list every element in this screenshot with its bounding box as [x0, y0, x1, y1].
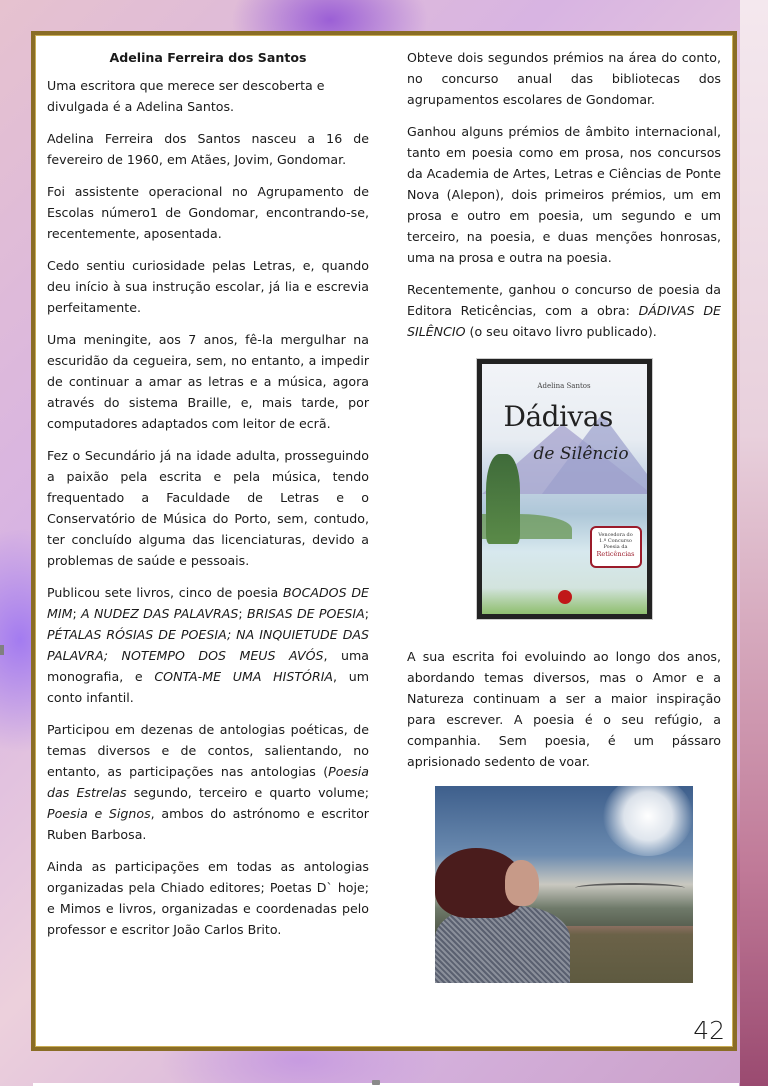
- text: , uma monografia, e: [47, 648, 369, 684]
- text: , ambos do astrónomo e escritor Ruben Barbosa.: [47, 806, 369, 842]
- text: (o seu oitavo livro publicado).: [465, 324, 657, 339]
- paragraph: Fez o Secundário já na idade adulta, prosseguindo a paixão pela escrita e pela música, tendo frequentado a Faculdade de Letras e o Conservatório de Música do Porto, sem, contudo, ter concluído alguma das licenciaturas, devido a problemas de saúde e pessoais.: [47, 448, 369, 568]
- text: segundo, terceiro e quarto volume;: [126, 785, 370, 800]
- book-cover-art: [482, 364, 647, 614]
- badge-line: 1.º Concurso: [599, 538, 632, 544]
- trees-illustration: [486, 454, 520, 544]
- badge-line: Vencedora do: [598, 532, 633, 538]
- badge-brand: Reticências: [596, 550, 635, 558]
- person-body: [435, 906, 570, 983]
- author-photo: [435, 786, 693, 983]
- anthology-title: Poesia e Signos: [47, 806, 151, 821]
- page-frame: [31, 31, 737, 1051]
- paragraph: Uma meningite, aos 7 anos, fê-la mergulhar na escuridão da cegueira, sem, no entanto, a impedir de continuar a amar as letras e a música, agora através do sistema Braille, e, mais tarde, por computadores adaptados com leitor de ecrã.: [47, 332, 369, 431]
- article-title: Adelina Ferreira dos Santos: [109, 50, 307, 65]
- paragraph: Cedo sentiu curiosidade pelas Letras, e, quando deu início à sua instrução escolar, já lia e escrevia perfeitamente.: [47, 258, 369, 315]
- right-column: [407, 47, 721, 983]
- badge-line: Poesia da: [603, 544, 628, 550]
- resize-handle-bottom[interactable]: [372, 1080, 380, 1085]
- text: , um conto infantil.: [47, 669, 369, 705]
- paragraph: Ainda as participações em todas as antologias organizadas pela Chiado editores; Poetas D` hoje; e Mimos e livros, organizadas e coordenadas pelo professor e escritor João Carlos Brito.: [47, 859, 369, 937]
- paragraph: Ganhou alguns prémios de âmbito internacional, tanto em poesia como em prosa, nos concursos da Academia de Artes, Letras e Ciências de Ponte Nova (Alepon), dois primeiros prémios, um em prosa e outro em poesia, um segundo e um terceiro, na poesia, e duas menções honrosas, uma na prosa e outra na poesia.: [407, 124, 721, 265]
- book-cover-image: [476, 358, 653, 620]
- paragraph: Foi assistente operacional no Agrupamento de Escolas número1 de Gondomar, encontrando-se, recentemente, aposentada.: [47, 184, 369, 241]
- closing-paragraph: A sua escrita foi evoluindo ao longo dos anos, abordando temas diversos, mas o Amor e a Natureza continuam a ser a maior inspiração para escrever. A poesia é o seu refúgio, a companhia. Sem poesia, é um pássaro aprisionado sedento de voar.: [407, 649, 721, 769]
- text: ;: [364, 606, 369, 621]
- book-cover-title: Dádivas: [503, 400, 613, 433]
- anthology-title: Poesia das Estrelas: [47, 764, 369, 800]
- books-paragraph: [47, 582, 369, 708]
- paragraph: Obteve dois segundos prémios na área do conto, no concurso anual das bibliotecas dos agrupamentos escolares de Gondomar.: [407, 50, 721, 107]
- book-title: A NUDEZ DAS PALAVRAS: [81, 606, 239, 621]
- text: Publicou sete livros, cinco de poesia: [47, 585, 284, 600]
- award-badge: [590, 526, 642, 568]
- book-title: CONTA-ME UMA HISTÓRIA: [154, 669, 334, 684]
- award-paragraph: [407, 279, 721, 342]
- anthologies-paragraph: [47, 719, 369, 845]
- book-title: BRISAS DE POESIA: [246, 606, 365, 621]
- resize-handle-left[interactable]: [0, 645, 4, 655]
- text: Recentemente, ganhou o concurso de poesia da Editora Reticências, com a obra:: [407, 282, 721, 318]
- book-title: DÁDIVAS DE SILÊNCIO: [407, 303, 721, 339]
- bridge-illustration: [575, 883, 685, 893]
- publisher-logo-icon: [558, 590, 572, 604]
- text: ;: [72, 606, 82, 621]
- page-number: 42: [693, 1016, 725, 1045]
- paragraph: Uma escritora que merece ser descoberta e divulgada é a Adelina Santos.: [47, 78, 325, 114]
- book-author: Adelina Santos: [537, 382, 591, 390]
- left-column: [47, 47, 369, 951]
- sun-glare: [603, 786, 693, 856]
- book-cover-subtitle: de Silêncio: [533, 444, 629, 464]
- book-title: PÉTALAS RÓSIAS DE POESIA; NA INQUIETUDE DAS PALAVRA; NOTEMPO DOS MEUS AVÓS: [47, 627, 369, 663]
- text: Participou em dezenas de antologias poéticas, de temas diversos e de contos, salientando, no entanto, as participações nas antologias (: [47, 722, 369, 779]
- book-title: BOCADOS DE MIM: [47, 585, 369, 621]
- paragraph: Adelina Ferreira dos Santos nasceu a 16 de fevereiro de 1960, em Atães, Jovim, Gondomar.: [47, 131, 369, 167]
- person-face: [505, 860, 539, 906]
- text: ;: [238, 606, 247, 621]
- background-right-strip: [740, 0, 768, 1086]
